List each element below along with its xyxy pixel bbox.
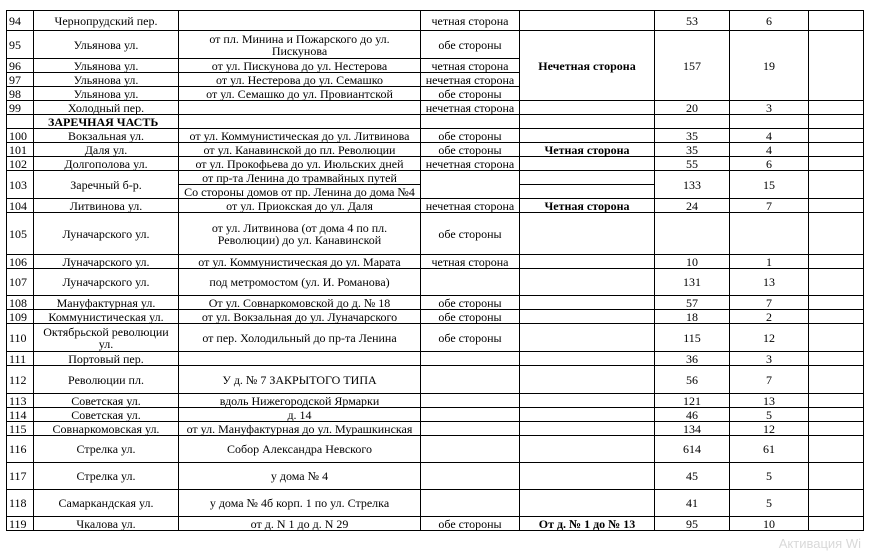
section-description-cell: от ул. Коммунистическая до ул. Литвинова [179,129,421,143]
side-cell: обе стороны [421,517,520,531]
side-cell [421,490,520,517]
row-number-cell: 96 [7,59,34,73]
street-name-cell: Луначарского ул. [34,269,179,296]
street-name-cell: Луначарского ул. [34,213,179,255]
street-name-cell: Чкалова ул. [34,517,179,531]
row-number-cell: 97 [7,73,34,87]
side-cell: обе стороны [421,31,520,59]
count-cell: 12 [730,324,809,352]
note-cell [520,101,655,115]
count-cell: 15 [730,171,809,199]
street-name-cell: Чернопрудский пер. [34,11,179,31]
section-description-cell: У д. № 7 ЗАКРЫТОГО ТИПА [179,366,421,394]
count-cell: 2 [730,310,809,324]
side-cell: четная сторона [421,59,520,73]
street-name-cell: Коммунистическая ул. [34,310,179,324]
table-row [7,296,864,310]
side-cell: обе стороны [421,296,520,310]
section-description-cell [179,11,421,31]
side-cell: нечетная сторона [421,101,520,115]
length-cell: 133 [655,171,730,199]
note-cell [520,269,655,296]
section-description-cell: От ул. Совнаркомовской до д. № 18 [179,296,421,310]
count-cell: 13 [730,394,809,408]
table-row [7,269,864,296]
count-cell: 4 [730,129,809,143]
row-number-cell: 102 [7,157,34,171]
street-name-cell: Мануфактурная ул. [34,296,179,310]
table-row [7,463,864,490]
note-cell: Нечетная сторона [520,31,655,101]
length-cell: 35 [655,143,730,157]
side-cell: четная сторона [421,11,520,31]
section-description-cell: от ул. Пискунова до ул. Нестерова [179,59,421,73]
extra-cell [809,157,864,171]
table-row [7,324,864,352]
row-number-cell: 116 [7,436,34,463]
side-cell [421,115,520,129]
table-row [7,408,864,422]
section-description-cell: под метромостом (ул. И. Романова) [179,269,421,296]
street-name-cell: Долгополова ул. [34,157,179,171]
section-description-cell: от ул. Семашко до ул. Провиантской [179,87,421,101]
length-cell: 57 [655,296,730,310]
row-number-cell: 101 [7,143,34,157]
note-cell: От д. № 1 до № 13 [520,517,655,531]
section-description-cell [179,115,421,129]
section-description-cell: у дома № 4 [179,463,421,490]
section-description-cell: от пр-та Ленина до трамвайных путей [179,171,421,185]
table-row [7,171,864,185]
side-cell: обе стороны [421,324,520,352]
side-cell [421,394,520,408]
street-name-cell: Советская ул. [34,408,179,422]
extra-cell [809,296,864,310]
section-description-cell: от пл. Минина и Пожарского до ул. Пискунова [179,31,421,59]
length-cell [655,115,730,129]
length-cell [655,213,730,255]
street-name-cell: Октябрьской революции ул. [34,324,179,352]
extra-cell [809,310,864,324]
extra-cell [809,366,864,394]
row-number-cell: 106 [7,255,34,269]
note-cell [520,490,655,517]
count-cell: 10 [730,517,809,531]
count-cell: 19 [730,31,809,101]
row-number-cell: 99 [7,101,34,115]
table-body [7,11,864,531]
count-cell: 1 [730,255,809,269]
note-cell [520,436,655,463]
side-cell [421,463,520,490]
extra-cell [809,129,864,143]
note-cell [520,463,655,490]
count-cell: 6 [730,11,809,31]
length-cell: 614 [655,436,730,463]
length-cell: 95 [655,517,730,531]
count-cell: 12 [730,422,809,436]
street-name-cell: Заречный б-р. [34,171,179,199]
side-cell [421,436,520,463]
table-row [7,490,864,517]
extra-cell [809,199,864,213]
side-cell: обе стороны [421,129,520,143]
extra-cell [809,115,864,129]
row-number-cell: 98 [7,87,34,101]
note-cell [520,422,655,436]
count-cell: 3 [730,352,809,366]
street-name-cell: Ульянова ул. [34,87,179,101]
street-name-cell: Ульянова ул. [34,59,179,73]
length-cell: 18 [655,310,730,324]
side-cell: нечетная сторона [421,73,520,87]
side-cell: нечетная сторона [421,199,520,213]
street-name-cell: ЗАРЕЧНАЯ ЧАСТЬ [34,115,179,129]
extra-cell [809,422,864,436]
table-row [7,310,864,324]
side-cell [421,366,520,394]
count-cell [730,115,809,129]
note-cell [520,324,655,352]
section-description-cell: от ул. Канавинской до пл. Революции [179,143,421,157]
note-cell [520,157,655,171]
side-cell [421,269,520,296]
section-description-cell: от ул. Вокзальная до ул. Луначарского [179,310,421,324]
length-cell: 157 [655,31,730,101]
note-cell [520,296,655,310]
side-cell: обе стороны [421,143,520,157]
section-description-cell: Собор Александра Невского [179,436,421,463]
table-row [7,517,864,531]
row-number-cell: 113 [7,394,34,408]
length-cell: 115 [655,324,730,352]
length-cell: 46 [655,408,730,422]
note-cell [520,255,655,269]
length-cell: 121 [655,394,730,408]
table-row [7,213,864,255]
section-description-cell: вдоль Нижегородской Ярмарки [179,394,421,408]
extra-cell [809,436,864,463]
extra-cell [809,171,864,199]
watermark-text: Активация Wi [778,536,861,551]
table-row [7,11,864,31]
note-cell: Четная сторона [520,143,655,157]
table-row [7,436,864,463]
table-row [7,366,864,394]
note-cell [520,185,655,199]
row-number-cell: 109 [7,310,34,324]
extra-cell [809,463,864,490]
section-description-cell: от д. N 1 до д. N 29 [179,517,421,531]
row-number-cell: 115 [7,422,34,436]
length-cell: 45 [655,463,730,490]
side-cell: нечетная сторона [421,157,520,171]
section-description-cell: от ул. Коммунистическая до ул. Марата [179,255,421,269]
count-cell: 5 [730,463,809,490]
street-name-cell: Холодный пер. [34,101,179,115]
extra-cell [809,394,864,408]
note-cell [520,115,655,129]
row-number-cell: 114 [7,408,34,422]
street-name-cell: Ульянова ул. [34,73,179,87]
table-row [7,115,864,129]
extra-cell [809,352,864,366]
section-description-cell: от ул. Нестерова до ул. Семашко [179,73,421,87]
section-description-cell: от ул. Литвинова (от дома 4 по пл. Революции) до ул. Канавинской [179,213,421,255]
length-cell: 10 [655,255,730,269]
section-description-cell: от ул. Прокофьева до ул. Июльских дней [179,157,421,171]
side-cell [421,422,520,436]
note-cell: Четная сторона [520,199,655,213]
note-cell [520,310,655,324]
table-row [7,422,864,436]
count-cell: 7 [730,366,809,394]
note-cell [520,352,655,366]
extra-cell [809,255,864,269]
row-number-cell: 117 [7,463,34,490]
section-description-cell: от пер. Холодильный до пр-та Ленина [179,324,421,352]
length-cell: 53 [655,11,730,31]
extra-cell [809,517,864,531]
street-name-cell: Ульянова ул. [34,31,179,59]
table-row [7,352,864,366]
length-cell: 20 [655,101,730,115]
length-cell: 131 [655,269,730,296]
row-number-cell: 95 [7,31,34,59]
row-number-cell: 118 [7,490,34,517]
length-cell: 35 [655,129,730,143]
street-name-cell: Вокзальная ул. [34,129,179,143]
row-number-cell: 108 [7,296,34,310]
side-cell: обе стороны [421,87,520,101]
section-description-cell: д. 14 [179,408,421,422]
street-name-cell: Луначарского ул. [34,255,179,269]
street-name-cell: Литвинова ул. [34,199,179,213]
street-name-cell: Советская ул. [34,394,179,408]
section-description-cell: от ул. Мануфактурная до ул. Мурашкинская [179,422,421,436]
count-cell: 13 [730,269,809,296]
street-name-cell: Революции пл. [34,366,179,394]
row-number-cell [7,115,34,129]
table-row [7,129,864,143]
side-cell [421,352,520,366]
length-cell: 24 [655,199,730,213]
row-number-cell: 112 [7,366,34,394]
extra-cell [809,213,864,255]
table-row [7,101,864,115]
table-row [7,394,864,408]
section-description-cell [179,352,421,366]
street-name-cell: Стрелка ул. [34,436,179,463]
length-cell: 134 [655,422,730,436]
count-cell: 7 [730,296,809,310]
table-row [7,255,864,269]
side-cell: четная сторона [421,255,520,269]
side-cell [421,171,520,199]
extra-cell [809,324,864,352]
extra-cell [809,269,864,296]
row-number-cell: 110 [7,324,34,352]
count-cell: 5 [730,408,809,422]
extra-cell [809,143,864,157]
count-cell: 3 [730,101,809,115]
extra-cell [809,408,864,422]
length-cell: 41 [655,490,730,517]
row-number-cell: 107 [7,269,34,296]
extra-cell [809,31,864,101]
section-description-cell: у дома № 4б корп. 1 по ул. Стрелка [179,490,421,517]
note-cell [520,213,655,255]
row-number-cell: 111 [7,352,34,366]
table-row [7,143,864,157]
length-cell: 55 [655,157,730,171]
section-description-cell: от ул. Приокская до ул. Даля [179,199,421,213]
row-number-cell: 105 [7,213,34,255]
table-row [7,199,864,213]
length-cell: 36 [655,352,730,366]
street-name-cell: Даля ул. [34,143,179,157]
row-number-cell: 104 [7,199,34,213]
street-name-cell: Портовый пер. [34,352,179,366]
count-cell: 61 [730,436,809,463]
row-number-cell: 94 [7,11,34,31]
note-cell [520,171,655,185]
note-cell [520,366,655,394]
extra-cell [809,490,864,517]
count-cell: 6 [730,157,809,171]
table-row [7,157,864,171]
section-description-cell [179,101,421,115]
street-list-table [6,10,864,531]
side-cell: обе стороны [421,213,520,255]
count-cell [730,213,809,255]
row-number-cell: 103 [7,171,34,199]
note-cell [520,394,655,408]
row-number-cell: 100 [7,129,34,143]
side-cell [421,408,520,422]
count-cell: 4 [730,143,809,157]
extra-cell [809,11,864,31]
row-number-cell: 119 [7,517,34,531]
note-cell [520,408,655,422]
street-name-cell: Самаркандская ул. [34,490,179,517]
side-cell: обе стороны [421,310,520,324]
count-cell: 7 [730,199,809,213]
street-name-cell: Совнаркомовская ул. [34,422,179,436]
length-cell: 56 [655,366,730,394]
note-cell [520,129,655,143]
table-row [7,31,864,59]
street-name-cell: Стрелка ул. [34,463,179,490]
count-cell: 5 [730,490,809,517]
extra-cell [809,101,864,115]
section-description-cell: Со стороны домов от пр. Ленина до дома №4 [179,185,421,199]
note-cell [520,11,655,31]
